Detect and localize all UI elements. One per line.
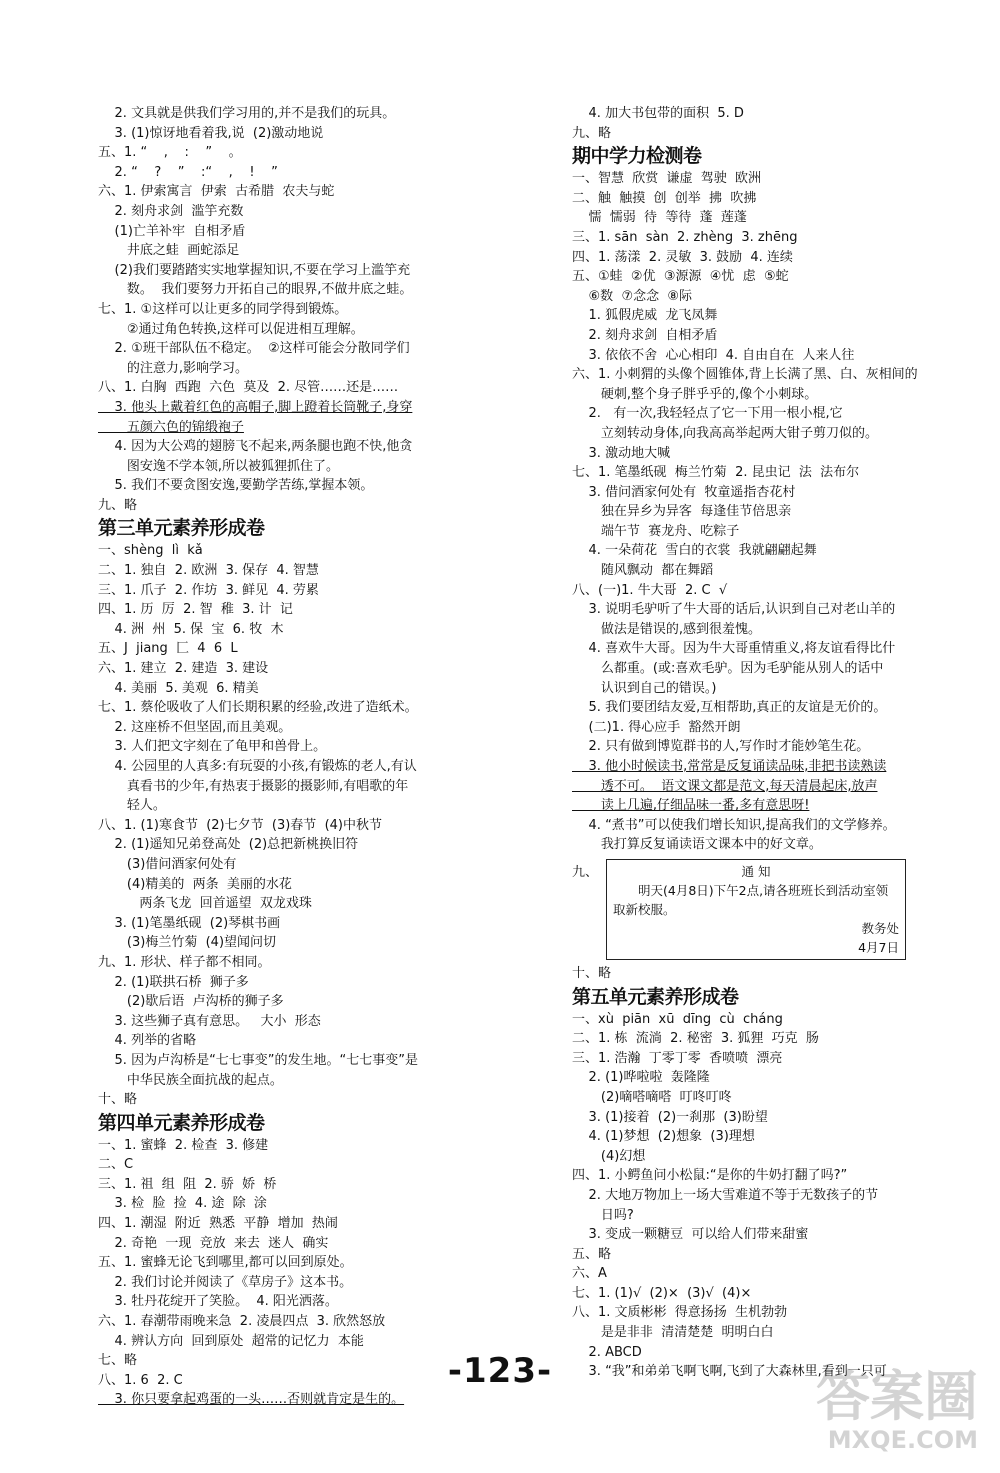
- answer-line: 硬刺,整个身子胖乎乎的,像个小刺球。: [572, 386, 818, 402]
- answer-line: 3. 变成一颗糖豆 可以给人们带来甜蜜: [572, 1227, 809, 1243]
- answer-line: 3. (1)惊讶地看着我,说 (2)激动地说: [98, 125, 324, 141]
- answer-line: 五、1. “ , : ” 。: [98, 145, 242, 161]
- answer-line: 一、xù piān xū dīng cù cháng: [572, 1011, 783, 1027]
- answer-line: (3)梅兰竹菊 (4)望闻问切: [98, 935, 277, 951]
- answer-line: 2. (1)哗啦啦 轰隆隆: [572, 1070, 710, 1086]
- answer-line: 么都重。(或:喜欢毛驴。因为毛驴能从别人的话中: [572, 661, 884, 677]
- answer-line: 2. 奇艳 一现 竞放 来去 迷人 确实: [98, 1235, 329, 1251]
- answer-line: 十、略: [98, 1092, 138, 1108]
- answer-line: 五、略: [572, 1246, 612, 1262]
- notice-signer: 教务处: [861, 920, 899, 936]
- notice-row: [572, 859, 944, 960]
- answer-line: 2. (1)遥知兄弟登高处 (2)总把新桃换旧符: [98, 837, 359, 853]
- answer-line: 4. 喜欢牛大哥。因为牛大哥重情重义,将友谊看得比什: [572, 641, 896, 657]
- answer-line: 3. 借问酒家何处有 牧童遥指杏花村: [572, 484, 796, 500]
- answer-line: (2)我们要踏踏实实地掌握知识,不要在学习上滥竽充: [98, 262, 411, 278]
- answer-line: 四、1. 历 厉 2. 智 稚 3. 计 记: [98, 602, 293, 618]
- answer-line: 井底之蛙 画蛇添足: [98, 243, 240, 259]
- answer-line: 八、(一)1. 牛大哥 2. C √: [572, 582, 728, 598]
- notice-date: 4月7日: [858, 939, 899, 955]
- answer-line: 一、1. 蜜蜂 2. 检查 3. 修建: [98, 1137, 269, 1153]
- answer-line: 二、触 触摸 创 创举 拂 吹拂: [572, 190, 757, 206]
- answer-line: 轻人。: [98, 798, 166, 814]
- answer-line: 2. ①班干部队伍不稳定。 ②这样可能会分散同学们: [98, 341, 410, 357]
- notice-title: 通 知: [741, 863, 771, 879]
- answer-line: 2. 文具就是供我们学习用的,并不是我们的玩具。: [98, 106, 396, 121]
- answer-line: 2. 刻舟求剑 自相矛盾: [572, 327, 718, 343]
- section-heading: 第三单元素养形成卷: [98, 517, 265, 540]
- answer-line: (1)亡羊补牢 自相矛盾: [98, 223, 246, 239]
- answer-line: 3. 这些狮子真有意思。 大小 形态: [98, 1013, 321, 1029]
- answer-line: 3. “我”和弟弟飞啊飞啊,飞到了大森林里,看到一只可: [572, 1364, 887, 1380]
- answer-line: 3. 他小时候读书,常常是反复诵读品味,非把书读熟读: [572, 759, 887, 774]
- answer-line: 2. 大地万物加上一场大雪难道不等于无数孩子的节: [572, 1187, 879, 1203]
- right-answers-bottom: [572, 964, 944, 1382]
- watermark-text: 答案圈: [816, 1365, 978, 1428]
- answer-line: (4)精美的 两条 美丽的水花: [98, 876, 292, 892]
- answer-line: (二)1. 得心应手 豁然开朗: [572, 719, 741, 735]
- answer-line: 3. 牡丹花绽开了笑脸。 4. 阳光洒落。: [98, 1294, 338, 1310]
- answer-line: 2. 有一次,我轻轻点了它一下用一根小棍,它: [572, 406, 843, 422]
- answer-line: 4. 加大书包带的面积 5. D: [572, 106, 744, 121]
- answer-line: 3. 依依不舍 心心相印 4. 自由自在 人来人往: [572, 347, 855, 363]
- answer-line: 透不可。 语文课文都是范文,每天清晨起床,放声: [572, 778, 878, 794]
- answer-line: ⑥数 ⑦念念 ⑧际: [572, 288, 693, 304]
- answer-line: 三、1. 祖 组 阻 2. 骄 娇 桥: [98, 1176, 277, 1192]
- answer-line: 端午节 赛龙舟、吃粽子: [572, 523, 740, 539]
- answer-line: 日吗?: [572, 1207, 634, 1223]
- answer-line: 2. 这座桥不但坚固,而且美观。: [98, 719, 292, 735]
- answer-line: 5. 我们要团结友爱,互相帮助,真正的友谊是无价的。: [572, 700, 887, 716]
- answer-line: 八、1. 6 2. C: [98, 1372, 183, 1388]
- answer-line: 七、1. (1)√ (2)× (3)√ (4)×: [572, 1285, 752, 1301]
- answer-line: 一、智慧 欣赏 谦虚 驾驶 欧洲: [572, 171, 762, 187]
- answer-line: 八、1. (1)寒食节 (2)七夕节 (3)春节 (4)中秋节: [98, 817, 382, 833]
- answer-line: 三、1. 浩瀚 丁零丁零 香喷喷 漂亮: [572, 1050, 783, 1066]
- answer-line: 六、A: [572, 1266, 607, 1282]
- answer-line: 的注意力,影响学习。: [98, 360, 249, 376]
- answer-line: 独在异乡为异客 每逢佳节倍思亲: [572, 504, 792, 520]
- section-heading: 期中学力检测卷: [572, 145, 702, 168]
- answer-line: ②通过角色转换,这样可以促进相互理解。: [98, 321, 364, 337]
- answer-line: 四、1. 荡漾 2. 灵敏 3. 鼓励 4. 连续: [572, 249, 793, 265]
- answer-line: 做法是错误的,感到很羞愧。: [572, 621, 762, 637]
- notice-label: 九、: [572, 864, 599, 880]
- answer-line: 数。 我们要努力开拓自己的眼界,不做井底之蛙。: [98, 282, 413, 298]
- answer-line: 2. 刻舟求剑 滥竽充数: [98, 203, 244, 219]
- answer-line: 2. “ ? ” :“ , ! ”: [98, 164, 278, 180]
- answer-line: 是是非非 清清楚楚 明明白白: [572, 1325, 774, 1341]
- answer-line: 懦 懦弱 待 等待 蓬 莲蓬: [572, 210, 747, 226]
- answer-line: 九、1. 形状、样子都不相同。: [98, 954, 271, 970]
- answer-line: 3. 激动地大喊: [572, 445, 671, 461]
- answer-line: 四、1. 潮湿 附近 熟悉 平静 增加 热闹: [98, 1216, 338, 1232]
- notice-box: [606, 859, 906, 960]
- answer-line: 2. 我们讨论并阅读了《草房子》这本书。: [98, 1274, 353, 1290]
- answer-line: 六、1. 建立 2. 建造 3. 建设: [98, 661, 269, 677]
- answer-line: 十、略: [572, 965, 612, 981]
- answer-line: 二、1. 独自 2. 欧洲 3. 保存 4. 智慧: [98, 563, 319, 579]
- answer-line: 七、略: [98, 1353, 138, 1369]
- answer-line: 六、1. 伊索寓言 伊索 古希腊 农夫与蛇: [98, 184, 335, 200]
- answer-line: 5. 我们不要贪图安逸,要勤学苦练,掌握本领。: [98, 478, 374, 494]
- answer-line: (3)借问酒家何处有: [98, 856, 237, 872]
- answer-line: 六、1. 小刺猬的头像个圆锥体,背上长满了黑、白、灰相间的: [572, 367, 918, 383]
- answer-line: 3. 人们把文字刻在了龟甲和兽骨上。: [98, 739, 327, 755]
- answer-line: 七、1. 蔡伦吸收了人们长期积累的经验,改进了造纸术。: [98, 700, 418, 716]
- answer-line: 五、①蛙 ②优 ③源源 ④忧 虑 ⑤蛇: [572, 269, 789, 285]
- answer-line: 2. (1)联拱石桥 狮子多: [98, 974, 249, 990]
- answer-line: 二、1. 栋 流淌 2. 秘密 3. 狐狸 巧克 肠: [572, 1031, 819, 1047]
- answer-line: 3. (1)接着 (2)一刹那 (3)盼望: [572, 1109, 768, 1125]
- answer-line: 二、C: [98, 1157, 134, 1173]
- right-column: [572, 104, 944, 1382]
- answer-line: 4. “煮书”可以使我们增长知识,提高我们的文学修养。: [572, 817, 896, 833]
- answer-line: 4. 洲 州 5. 保 宝 6. 牧 木: [98, 621, 284, 637]
- watermark-url: MXQE.COM: [827, 1426, 978, 1454]
- answer-line: 4. 辨认方向 回到原处 超常的记忆力 本能: [98, 1333, 364, 1349]
- answer-line: 3. (1)笔墨纸砚 (2)琴棋书画: [98, 915, 281, 931]
- answer-line: 一、shèng lì kǎ: [98, 543, 203, 559]
- answer-line: 五、1. 蜜蜂无论飞到哪里,都可以回到原处。: [98, 1255, 353, 1271]
- answer-line: 4. 一朵荷花 雪白的衣裳 我就翩翩起舞: [572, 543, 817, 559]
- answer-line: (2)歇后语 卢沟桥的狮子多: [98, 994, 284, 1010]
- answer-line: (4)幻想: [572, 1148, 646, 1164]
- answer-line: 七、1. ①这样可以让更多的同学得到锻炼。: [98, 301, 348, 317]
- section-heading: 第四单元素养形成卷: [98, 1111, 265, 1134]
- answer-line: 九、略: [572, 125, 612, 141]
- answer-line: 三、1. sān sàn 2. zhèng 3. zhēng: [572, 229, 798, 245]
- answer-line: 读上几遍,仔细品味一番,多有意思呀!: [572, 798, 810, 814]
- answer-line: 八、1. 白胸 西跑 六色 莫及 2. 尽管……还是……: [98, 380, 399, 396]
- answer-line: 4. 因为大公鸡的翅膀飞不起来,两条腿也跑不快,他贪: [98, 439, 413, 455]
- section-heading: 第五单元素养形成卷: [572, 985, 739, 1008]
- notice-body: 明天(4月8日)下午2点,请各班班长到活动室领取新校服。: [613, 882, 889, 917]
- answer-line: 3. 说明毛驴听了牛大哥的话后,认识到自己对老山羊的: [572, 602, 896, 618]
- watermark-logo: [788, 1367, 978, 1457]
- answer-line: 1. 狐假虎威 龙飞凤舞: [572, 308, 718, 324]
- answer-line: 九、略: [98, 497, 138, 513]
- answer-line: 图安逸不学本领,所以被狐狸抓住了。: [98, 458, 340, 474]
- answer-line: 4. (1)梦想 (2)想象 (3)理想: [572, 1129, 755, 1145]
- answer-line: 2. ABCD: [572, 1344, 642, 1360]
- answer-line: 中华民族全面抗战的起点。: [98, 1072, 283, 1088]
- right-answers-top: [572, 104, 944, 855]
- answer-line: 4. 美丽 5. 美观 6. 精美: [98, 680, 259, 696]
- left-column: [98, 104, 470, 1410]
- answer-line: 七、1. 笔墨纸砚 梅兰竹菊 2. 昆虫记 法 法布尔: [572, 465, 860, 481]
- answer-line: 五颜六色的锦缎袍子: [98, 419, 244, 435]
- answer-line: 真看书的少年,有热衷于摄影的摄影师,有唱歌的年: [98, 778, 409, 794]
- answer-line: 2. 只有做到博览群书的人,写作时才能妙笔生花。: [572, 739, 870, 755]
- answer-line: 我打算反复诵读语文课本中的好文章。: [572, 837, 822, 853]
- answer-line: (2)嘀嗒嘀嗒 叮咚叮咚: [572, 1089, 732, 1105]
- answer-line: 六、1. 春潮带雨晚来急 2. 凌晨四点 3. 欣然怒放: [98, 1314, 386, 1330]
- page-number: -123-: [447, 1351, 553, 1391]
- answer-line: 4. 列举的省略: [98, 1033, 197, 1049]
- answer-line: 3. 你只要拿起鸡蛋的一头……否则就肯定是生的。: [98, 1392, 405, 1408]
- answer-line: 八、1. 文质彬彬 得意扬扬 生机勃勃: [572, 1305, 788, 1321]
- answer-line: 两条飞龙 回首遥望 双龙戏珠: [98, 896, 312, 912]
- answer-line: 立刻转动身体,向我高高举起两大钳子剪刀似的。: [572, 425, 879, 441]
- answer-line: 3. 他头上戴着红色的高帽子,脚上蹬着长筒靴子,身穿: [98, 399, 413, 415]
- answer-line: 四、1. 小鳄鱼问小松鼠:“是你的牛奶打翻了吗?”: [572, 1168, 848, 1184]
- answer-line: 5. 因为卢沟桥是“七七事变”的发生地。“七七事变”是: [98, 1052, 419, 1068]
- answer-line: 3. 检 脸 捡 4. 途 除 涂: [98, 1196, 267, 1212]
- answer-line: 4. 公园里的人真多:有玩耍的小孩,有锻炼的老人,有认: [98, 759, 417, 774]
- answer-line: 认识到自己的错误。): [572, 680, 717, 696]
- answer-line: 三、1. 爪子 2. 作坊 3. 鲜见 4. 劳累: [98, 582, 319, 598]
- answer-line: 五、J jiang 匚 4 6 L: [98, 641, 238, 657]
- answer-line: 随风飘动 都在舞蹈: [572, 563, 714, 579]
